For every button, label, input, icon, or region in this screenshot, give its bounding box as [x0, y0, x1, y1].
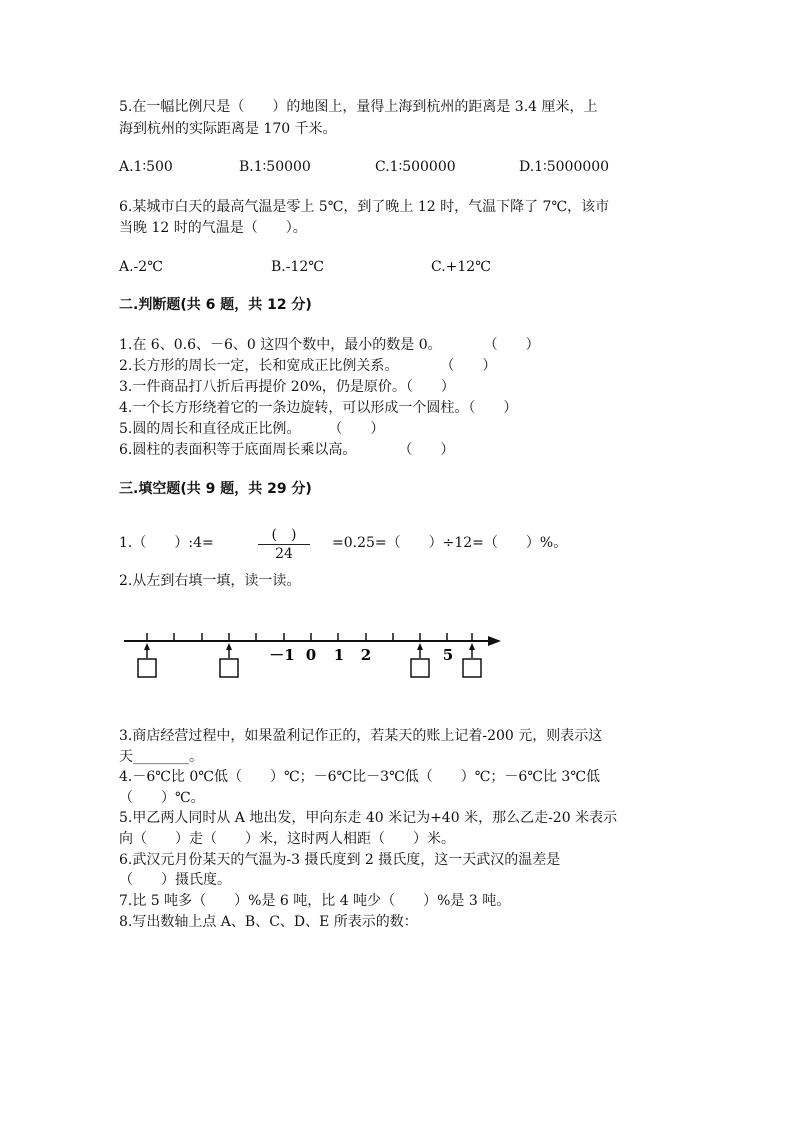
fill-q1-fraction [258, 527, 310, 562]
tick-label-2: 2 [360, 646, 372, 664]
pointer-arrow-c-icon [417, 643, 423, 658]
answer-box-d [463, 659, 481, 677]
fill-q8: 8.写出数轴上点 A、B、C、D、E 所表示的数： [119, 914, 418, 930]
judge-item-1: 1.在 6、0.6、－6、0 这四个数中，最小的数是 0。 （ ） [119, 337, 540, 353]
section3-title: 三.填空题(共 9 题，共 29 分) [119, 481, 312, 497]
arrow-head-icon [488, 636, 501, 646]
fill-q2: 2.从左到右填一填，读一读。 [119, 573, 301, 589]
q6-line1: 6.某城市白天的最高气温是零上 5℃，到了晚上 12 时，气温下降了 7℃，该市 [119, 199, 610, 215]
judge-item-2: 2.长方形的周长一定，长和宽成正比例关系。 （ ） [119, 358, 497, 374]
judge-item-4: 4.一个长方形绕着它的一条边旋转，可以形成一个圆柱。（ ） [119, 400, 518, 416]
fill-q6-line2: （ ）摄氏度。 [119, 872, 231, 888]
fill-q1-left: 1.（ ）:4= [119, 535, 214, 551]
q6-line2: 当晚 12 时的气温是（ ）。 [119, 220, 307, 236]
q5-line1: 5.在一幅比例尺是（ ）的地图上，量得上海到杭州的距离是 3.4 厘米，上 [119, 99, 598, 115]
fill-q1-right: =0.25=（ ）÷12=（ ）%。 [332, 535, 568, 551]
pointer-arrow-a-icon [144, 643, 150, 658]
judge-item-5: 5.圆的周长和直径成正比例。 （ ） [119, 421, 385, 437]
q5-option-d: D.1∶5000000 [519, 159, 610, 175]
fraction-denominator: 24 [275, 546, 293, 562]
pointer-arrow-b-icon [226, 643, 232, 658]
fill-q4-line1: 4.－6℃比 0℃低（ ）℃；－6℃比－3℃低（ ）℃；－6℃比 3℃低 [119, 769, 600, 785]
fill-q3-line2: 天________。 [119, 749, 203, 765]
judge-item-6: 6.圆柱的表面积等于底面周长乘以高。 （ ） [119, 442, 455, 458]
tick-marks [147, 633, 472, 641]
fill-q5-line2: 向（ ）走（ ）米，这时两人相距（ ）米。 [119, 831, 455, 847]
section2-title: 二.判断题(共 6 题，共 12 分) [119, 297, 312, 313]
fraction-bar [258, 544, 310, 545]
q5-option-a: A.1∶500 [119, 159, 173, 175]
fill-q6-line1: 6.武汉元月份某天的气温为-3 摄氏度到 2 摄氏度，这一天武汉的温差是 [119, 852, 561, 868]
tick-label-5: 5 [442, 646, 454, 664]
answer-box-a [138, 659, 156, 677]
answer-box-b [220, 659, 238, 677]
pointer-arrow-d-icon [469, 643, 475, 658]
q6-option-a: A.-2℃ [119, 259, 163, 275]
fill-q5-line1: 5.甲乙两人同时从 A 地出发，甲向东走 40 米记为+40 米，那么乙走-20 米表示 [119, 810, 618, 826]
answer-box-c [411, 659, 429, 677]
fraction-numerator: ( ) [271, 527, 297, 543]
q5-option-b: B.1∶50000 [239, 159, 311, 175]
tick-label-0: 0 [305, 646, 317, 664]
tick-label-1: 1 [333, 646, 345, 664]
fill-q3-line1: 3.商店经营过程中，如果盈利记作正的，若某天的账上记着-200 元，则表示这 [119, 728, 603, 744]
tick-label-minus1: －1 [269, 646, 295, 664]
q5-option-c: C.1∶500000 [375, 159, 456, 175]
judge-item-3: 3.一件商品打八折后再提价 20%，仍是原价。（ ） [119, 379, 455, 395]
q6-option-b: B.-12℃ [271, 259, 324, 275]
q6-option-c: C.+12℃ [431, 259, 491, 275]
number-line-figure [118, 620, 508, 682]
q5-line2: 海到杭州的实际距离是 170 千米。 [119, 121, 337, 137]
fill-q4-line2: （ ）℃。 [119, 790, 205, 806]
fill-q7: 7.比 5 吨多（ ）%是 6 吨，比 4 吨少（ ）%是 3 吨。 [119, 893, 511, 909]
